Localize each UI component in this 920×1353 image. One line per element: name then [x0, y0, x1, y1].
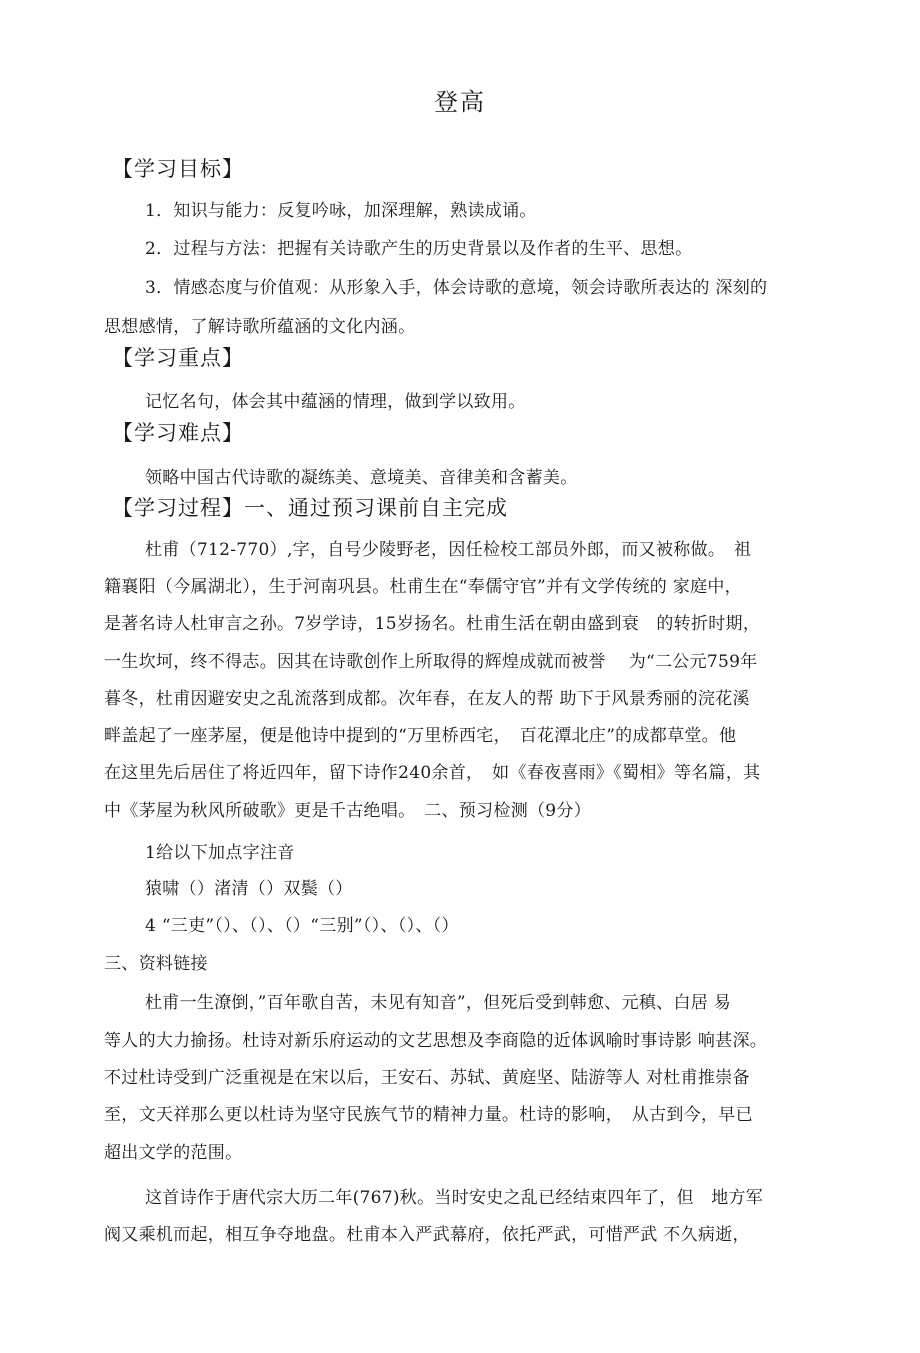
links-heading: 三、资料链接: [104, 954, 208, 974]
links-para-1-line: 超出文学的范围。: [104, 1143, 243, 1163]
bio-line: 暮冬，杜甫因避安史之乱流落到成都。次年春，在友人的帮 助下于风景秀丽的浣花溪: [104, 689, 750, 709]
difficulties-text: 领略中国古代诗歌的凝练美、意境美、音律美和含蓄美。: [145, 468, 578, 488]
objective-item-2: 2．过程与方法：把握有关诗歌产生的历史背景以及作者的生平、思想。: [145, 239, 693, 259]
links-para-2-line: 阀又乘机而起，相互争夺地盘。杜甫本入严武幕府，依托严武，可惜严武 不久病逝，: [104, 1225, 750, 1245]
key-points-text: 记忆名句，体会其中蕴涵的情理，做到学以致用。: [145, 392, 526, 412]
page-title: 登高: [434, 88, 486, 116]
objective-item-3-line-2: 思想感情，了解诗歌所蕴涵的文化内涵。: [104, 317, 416, 337]
bio-line: 中《茅屋为秋风所破歌》更是千古绝唱。 二、预习检测（9分）: [104, 801, 592, 821]
links-para-1-line: 等人的大力揄扬。杜诗对新乐府运动的文艺思想及李商隐的近体讽喻时事诗影 响甚深。: [104, 1031, 768, 1051]
links-para-1-line: 杜甫一生潦倒，”百年歌自苦，未见有知音”，但死后受到韩愈、元稹、白居 易: [145, 993, 732, 1013]
question-1-label: 1给以下加点字注音: [145, 843, 295, 863]
question-4: 4 “三吏”（）、（）、（）“三别”（）、（）、（）: [145, 916, 459, 936]
objective-item-1: 1．知识与能力：反复吟咏，加深理解，熟读成诵。: [145, 201, 537, 221]
difficulties-heading: 【学习难点】: [112, 421, 244, 445]
key-points-heading: 【学习重点】: [112, 346, 244, 370]
process-heading: 【学习过程】一、通过预习课前自主完成: [112, 496, 508, 520]
question-1-items: 猿啸（）渚清（）双鬓（）: [145, 879, 353, 899]
bio-line: 畔盖起了一座茅屋，便是他诗中提到的“万里桥西宅， 百花潭北庄”的成都草堂。他: [104, 726, 737, 746]
bio-line: 是著名诗人杜审言之孙。7岁学诗，15岁扬名。杜甫生活在朝由盛到衰 的转折时期，: [104, 614, 761, 634]
objective-item-3-line-1: 3．情感态度与价值观：从形象入手，体会诗歌的意境，领会诗歌所表达的 深刻的: [145, 278, 768, 298]
bio-line: 在这里先后居住了将近四年，留下诗作240余首， 如《春夜喜雨》《蜀相》等名篇，其: [104, 763, 761, 783]
bio-line: 籍襄阳（今属湖北），生于河南巩县。杜甫生在“奉儒守官”并有文学传统的 家庭中，: [104, 577, 742, 597]
links-para-2-line: 这首诗作于唐代宗大历二年(767)秋。当时安史之乱已经结束四年了，但 地方军: [145, 1188, 764, 1208]
objectives-heading: 【学习目标】: [112, 157, 244, 181]
bio-line: 杜甫（712-770）,字，自号少陵野老，因任检校工部员外郎，而又被称做。 祖: [145, 540, 752, 560]
bio-line: 一生坎坷，终不得志。因其在诗歌创作上所取得的辉煌成就而被誉 为“二公元759年: [104, 652, 758, 672]
links-para-1-line: 至，文天祥那么更以杜诗为坚守民族气节的精神力量。杜诗的影响， 从古到今，早已: [104, 1105, 753, 1125]
links-para-1-line: 不过杜诗受到广泛重视是在宋以后，王安石、苏轼、黄庭坚、陆游等人 对杜甫推崇备: [104, 1068, 750, 1088]
